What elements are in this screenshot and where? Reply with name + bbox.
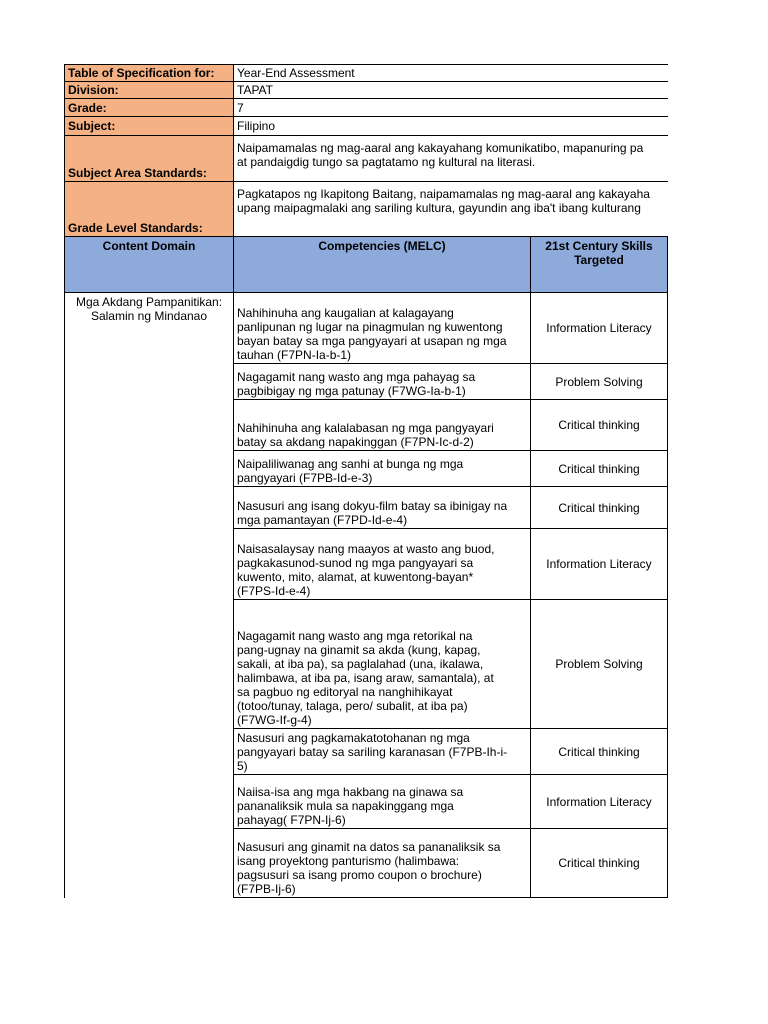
skill-row-6: Information Literacy [530, 528, 668, 600]
grade-level-line-1: Pagkatapos ng Ikapitong Baitang, naipamamalas ng mag-aaral ang kakayaha [237, 187, 650, 201]
skill-row-5: Critical thinking [530, 486, 668, 529]
skill-row-4: Critical thinking [530, 450, 668, 487]
subject-area-value [233, 135, 668, 182]
competency-row-2 [233, 363, 531, 400]
skill-row-2: Problem Solving [530, 363, 668, 400]
competency-row-3 [233, 399, 531, 451]
competency-10-line-2: isang proyektong panturismo (halimbawa: [237, 854, 460, 868]
grade-label: Grade: [64, 98, 234, 117]
competency-7-line-3: sakali, at iba pa), sa paglalahad (una, ikalawa, [237, 657, 484, 671]
subject-area-label: Subject Area Standards: [64, 135, 234, 182]
competency-2-line-1: Nagagamit nang wasto ang mga pahayag sa [237, 370, 476, 384]
competency-7-line-1: Nagagamit nang wasto ang mga retorikal na [237, 629, 473, 643]
content-domain [64, 293, 234, 333]
competency-3-line-2: batay sa akdang napakinggan (F7PN-Ic-d-2) [237, 435, 474, 449]
competency-9-line-1: Naiisa-isa ang mga hakbang na ginawa sa [237, 785, 464, 799]
subject-value: Filipino [233, 116, 668, 136]
grade-level-line-2: upang maipagmalaki ang sariling kultura, gayundin ang iba't ibang kulturang [237, 201, 641, 215]
competency-5-line-2: mga pamantayan (F7PD-Id-e-4) [237, 513, 408, 527]
competency-4-line-1: Naipaliliwanag ang sanhi at bunga ng mga [237, 457, 464, 471]
competency-7-line-4: halimbawa, at iba pa, isang araw, samantala), at [237, 671, 494, 685]
competency-6-line-4: (F7PS-Id-e-4) [237, 584, 311, 598]
competency-row-9 [233, 774, 531, 829]
content-domain-line-1: Mga Akdang Pampanitikan: [75, 295, 223, 309]
competency-7-line-7: (F7WG-If-g-4) [237, 713, 312, 727]
left-border-line [64, 293, 65, 898]
competency-7-line-5: sa pagbuo ng editoryal na nanghihikayat [237, 685, 453, 699]
subject-area-line-1: Naipamamalas ng mag-aaral ang kakayahang komunikatibo, mapanuring pa [237, 141, 644, 155]
competency-row-10 [233, 828, 531, 898]
competency-9-line-3: pahayag( F7PN-Ij-6) [237, 813, 346, 827]
skill-row-7: Problem Solving [530, 599, 668, 729]
competency-10-line-4: (F7PB-Ij-6) [237, 882, 296, 896]
content-domain-line-2: Salamin ng Mindanao [90, 309, 208, 323]
skill-row-9: Information Literacy [530, 774, 668, 829]
grade-level-label: Grade Level Standards: [64, 181, 234, 237]
competency-8-line-2: pangyayari batay sa sariling karanasan (F7PB-Ih-i- [237, 745, 508, 759]
skill-row-8: Critical thinking [530, 728, 668, 775]
header-skills-line-2: Targeted [574, 253, 624, 267]
competency-10-line-3: pagsusuri sa isang promo coupon o brochure) [237, 868, 482, 882]
competency-1-line-3: bayan batay sa mga pangyayari at usapan ng mga [237, 334, 507, 348]
grade-level-value [233, 181, 668, 237]
division-value: TAPAT [233, 81, 668, 99]
competency-8-line-1: Nasusuri ang pagkamakatotohanan ng mga [237, 731, 470, 745]
competency-1-line-1: Nahihinuha ang kaugalian at kalagayang [237, 306, 454, 320]
skill-row-3: Critical thinking [530, 399, 668, 451]
header-skills [530, 236, 668, 293]
competency-5-line-1: Nasusuri ang isang dokyu-film batay sa ibinigay na [237, 499, 508, 513]
header-competencies: Competencies (MELC) [233, 236, 531, 293]
competency-10-line-1: Nasusuri ang ginamit na datos sa pananaliksik sa [237, 840, 501, 854]
header-skills-line-1: 21st Century Skills [545, 239, 653, 253]
skill-row-10: Critical thinking [530, 828, 668, 898]
subject-label: Subject: [64, 116, 234, 136]
competency-row-1 [233, 292, 531, 364]
competency-4-line-2: pangyayari (F7PB-Id-e-3) [237, 471, 373, 485]
competency-6-line-2: pagkakasunod-sunod ng mga pangyayari sa [237, 556, 474, 570]
competency-7-line-6: (totoo/tunay, talaga, pero/ subalit, at iba pa) [237, 699, 468, 713]
spec-value: Year-End Assessment [233, 64, 668, 82]
spec-table [64, 64, 668, 898]
competency-2-line-2: pagbibigay ng mga patunay (F7WG-Ia-b-1) [237, 384, 466, 398]
competency-3-line-1: Nahihinuha ang kalalabasan ng mga pangyayari [237, 421, 494, 435]
competency-row-5 [233, 486, 531, 529]
competency-6-line-3: kuwento, mito, alamat, at kuwentong-bayan* [237, 570, 474, 584]
competency-9-line-2: pananaliksik mula sa napakinggang mga [237, 799, 454, 813]
division-label: Division: [64, 81, 234, 99]
competency-6-line-1: Naisasalaysay nang maayos at wasto ang buod, [237, 542, 495, 556]
competency-row-7 [233, 599, 531, 729]
skill-row-1: Information Literacy [530, 292, 668, 364]
competency-row-4 [233, 450, 531, 487]
competency-1-line-2: panlipunan ng lugar na pinagmulan ng kuwentong [237, 320, 503, 334]
spec-label: Table of Specification for: [64, 64, 234, 82]
competency-1-line-4: tauhan (F7PN-Ia-b-1) [237, 348, 352, 362]
competency-row-8 [233, 728, 531, 775]
subject-area-line-2: at pandaigdig tungo sa pagtatamo ng kultural na literasi. [237, 155, 536, 169]
competency-row-6 [233, 528, 531, 600]
competency-8-line-3: 5) [237, 759, 248, 773]
header-content-domain: Content Domain [64, 236, 234, 293]
grade-value: 7 [233, 98, 668, 117]
competency-7-line-2: pang-ugnay na ginamit sa akda (kung, kapag, [237, 643, 481, 657]
